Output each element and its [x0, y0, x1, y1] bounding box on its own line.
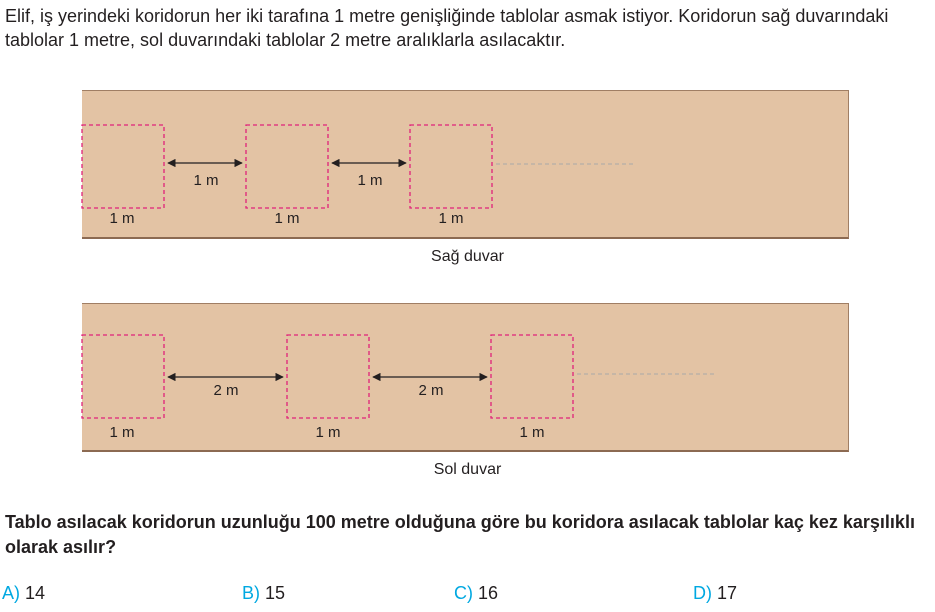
right-wall-diagram: [82, 90, 849, 239]
gap-label-2: 2 m: [418, 382, 444, 399]
frame-3: [491, 335, 573, 418]
option-d-letter: D): [693, 583, 712, 603]
left-wall-caption: Sol duvar: [433, 461, 502, 478]
option-d[interactable]: [693, 583, 737, 604]
width-label-3: 1 m: [519, 424, 545, 441]
frame-2: [287, 335, 369, 418]
intro-text: Elif, iş yerindeki koridorun her iki tarafına 1 metre genişliğinde tablolar asmak istiyor. Koridorun sağ duvarındaki tablolar 1 metre, sol duvarındaki tablolar 2 metre aralıklarla asılacaktır.: [5, 6, 889, 50]
gap-label-1: 1 m: [193, 172, 219, 189]
option-b-letter: B): [242, 583, 260, 603]
frame-3: [410, 125, 492, 208]
width-label-2: 1 m: [315, 424, 341, 441]
gap-label-1: 2 m: [213, 382, 239, 399]
frame-2: [246, 125, 328, 208]
left-wall-diagram: [82, 303, 849, 452]
option-a-text: 14: [25, 583, 46, 603]
frame-1: [82, 335, 164, 418]
frame-1: [82, 125, 164, 208]
option-c[interactable]: [454, 583, 498, 604]
width-label-1: 1 m: [109, 210, 135, 227]
option-d-text: 17: [717, 583, 738, 603]
width-label-3: 1 m: [438, 210, 464, 227]
option-c-letter: C): [454, 583, 473, 603]
width-label-1: 1 m: [109, 424, 135, 441]
option-a-letter: A): [2, 583, 20, 603]
option-a[interactable]: [2, 583, 45, 604]
option-b[interactable]: [242, 583, 285, 604]
gap-label-2: 1 m: [357, 172, 383, 189]
question-text: Tablo asılacak koridorun uzunluğu 100 metre olduğuna göre bu koridora asılacak tablolar kaç kez karşılıklı olarak asılır?: [5, 512, 915, 557]
width-label-2: 1 m: [274, 210, 300, 227]
right-wall-svg: [82, 91, 849, 239]
left-wall-svg: [82, 304, 849, 452]
option-c-text: 16: [478, 583, 499, 603]
right-wall-caption: Sağ duvar: [431, 248, 504, 265]
option-b-text: 15: [265, 583, 286, 603]
